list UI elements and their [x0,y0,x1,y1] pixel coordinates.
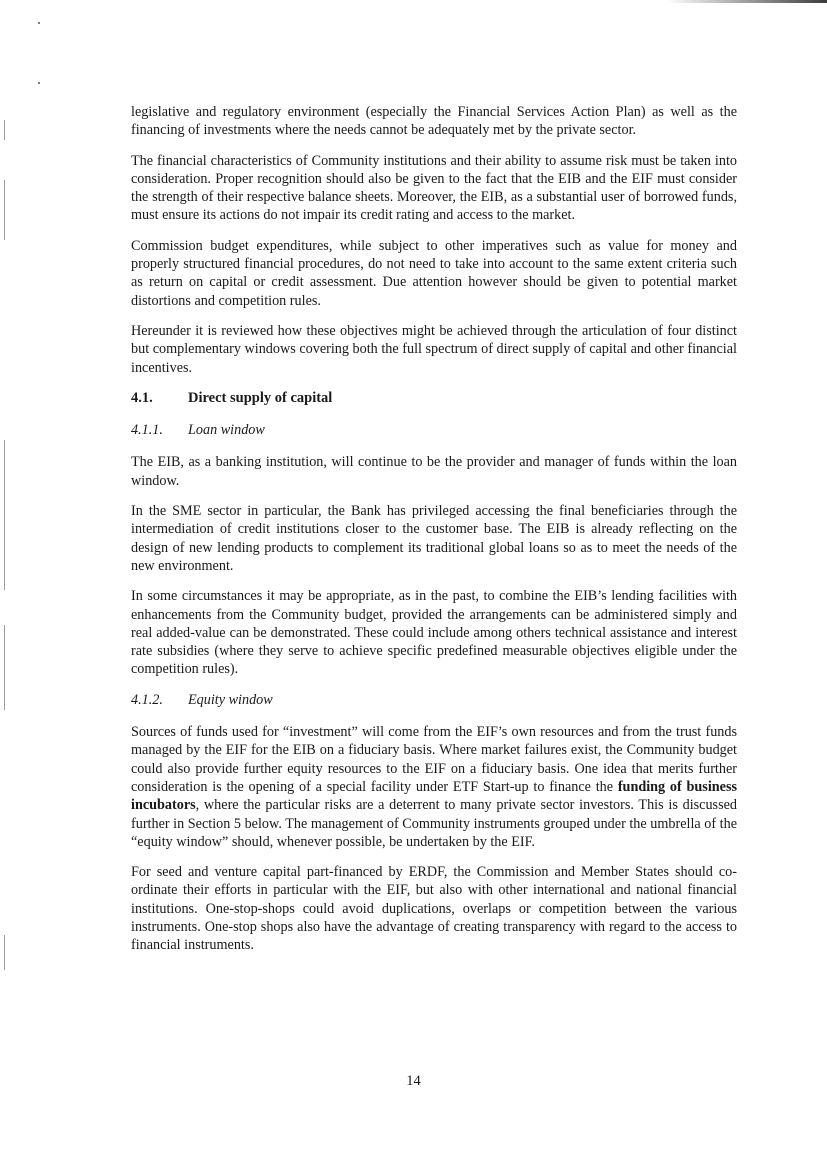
scan-artifact-top [667,0,827,3]
paragraph: The financial characteristics of Community institutions and their ability to assume risk must be taken into consideration. Proper recognition should also be given to the fact that the EIB and the EIF must consider the strength of their respective balance sheets. Moreover, the EIB, as a substantial user of borrowed funds, must ensure its actions do not impair its credit rating and access to the market. [131,152,737,224]
scan-artifact-margin [4,120,5,140]
paragraph: The EIB, as a banking institution, will continue to be the provider and manager of funds within the loan window. [131,454,737,489]
scan-artifact-margin [4,625,5,710]
subsection-number: 4.1.2. [131,691,163,708]
subsection-heading-equity [131,691,737,709]
scan-artifact-margin [4,440,5,590]
paragraph: For seed and venture capital part-financed by ERDF, the Commission and Member States should co-ordinate their efforts in particular with the EIF, but also with other international and national financial institutions. One-stop-shops could avoid duplications, overlaps or competition between the various instruments. One-stop shops also have the advantage of creating transparency with regard to the access to financial instruments. [131,864,737,954]
text-run: Sources of funds used for “investment” will come from the EIF’s own resources and from the trust funds managed by the EIF for the EIB on a fiduciary basis. Where market failures exist, the Community budget could also provide further equity resources to the EIF on a fiduciary basis. One idea that merits further consideration is the opening of a special facility under ETF Start-up to finance the [131,724,737,795]
scan-speck [38,22,40,24]
scan-speck [38,82,40,84]
paragraph: Commission budget expenditures, while subject to other imperatives such as value for money and properly structured financial procedures, do not need to take into account to the same extent criteria such as return on capital or credit assessment. Due attention however should be given to potential market distortions and competition rules. [131,237,737,309]
document-body [131,103,737,967]
subsection-number: 4.1.1. [131,422,163,439]
scan-artifact-margin [4,935,5,970]
text-run: , where the particular risks are a deterrent to many private sector investors. This is discussed further in Section 5 below. The management of Community instruments grouped under the umbrella of the “equity window” should, whenever possible, be undertaken by the EIF. [131,797,737,850]
paragraph: In the SME sector in particular, the Bank has privileged accessing the final beneficiaries through the intermediation of credit institutions closer to the customer base. The EIB is already reflecting on the design of new lending products to complement its traditional global loans so as to meet the needs of the new environment. [131,503,737,574]
page-number: 14 [406,1073,421,1089]
subsection-heading-loan [131,421,737,439]
paragraph [131,723,737,851]
paragraph: legislative and regulatory environment (especially the Financial Services Action Plan) as well as the financing of investments where the needs cannot be adequately met by the private sector. [131,104,737,139]
paragraph: Hereunder it is reviewed how these objectives might be achieved through the articulation of four distinct but complementary windows covering both the full spectrum of direct supply of capital and other financial incentives. [131,322,737,376]
subsection-title: Equity window [188,691,273,708]
subsection-title: Loan window [188,422,265,439]
section-heading [131,389,737,407]
paragraph: In some circumstances it may be appropriate, as in the past, to combine the EIB’s lending facilities with enhancements from the Community budget, provided the arrangements can be administered simply and real added-value can be demonstrated. These could include among others technical assistance and interest rate subsidies (where they serve to achieve specific predefined measurable objectives eligible under the competition rules). [131,588,737,678]
section-title: Direct supply of capital [188,389,333,406]
section-number: 4.1. [131,389,153,406]
emphasized-text: funding of business incubators [131,778,737,814]
scan-artifact-margin [4,180,5,240]
